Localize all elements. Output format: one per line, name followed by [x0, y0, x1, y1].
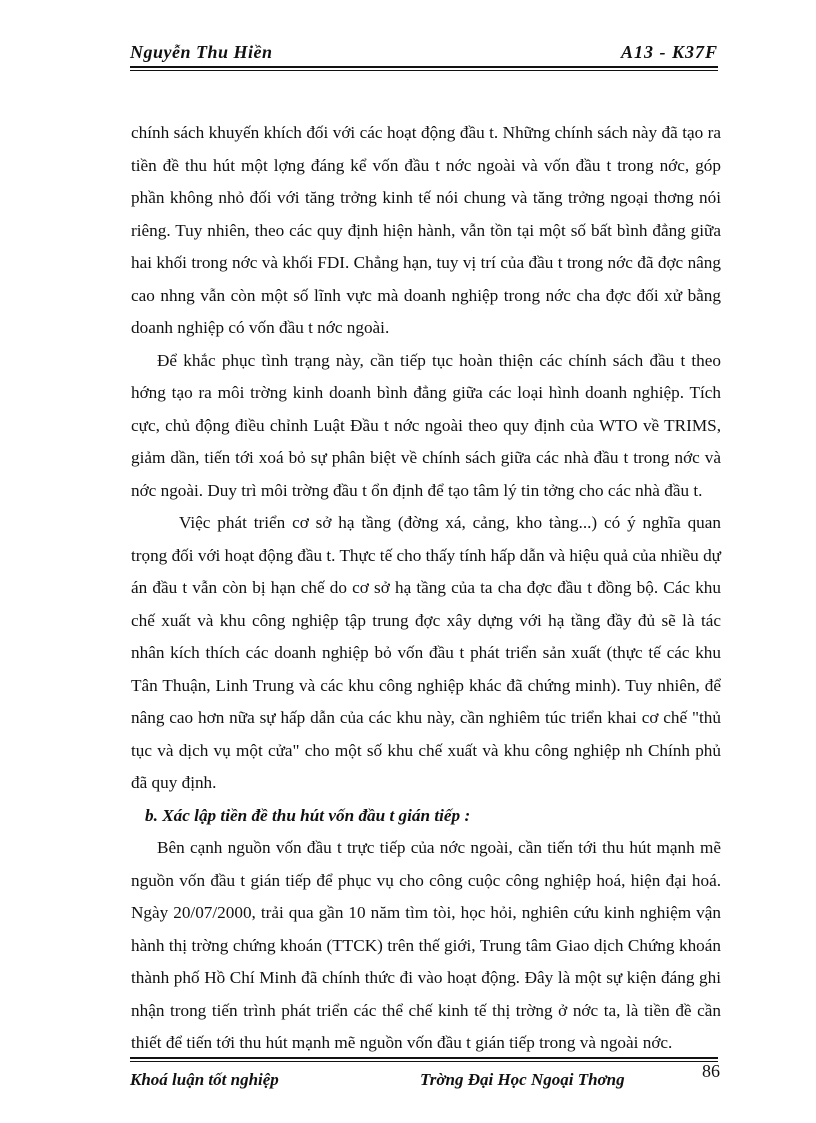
- footer-university: Trờng Đại Học Ngoại Thơng: [420, 1070, 625, 1089]
- page-header: [130, 40, 718, 70]
- footer-rule-thin: [130, 1061, 718, 1062]
- paragraph-infrastructure: Việc phát triển cơ sở hạ tầng (đờng xá, cảng, kho tàng...) có ý nghĩa quan trọng đối với hoạt động đầu t. Thực tế cho thấy tính hấp dẫn và hiệu quả của nhiều dự án đầu t vẫn còn bị hạn chế do cơ sở hạ tầng của ta cha đợc đầu t đồng bộ. Các khu chế xuất và khu công nghiệp tập trung đợc xây dựng với hạ tầng đầy đủ sẽ là tác nhân kích thích các doanh nghiệp bỏ vốn đầu t phát triển sản xuất (thực tế các khu Tân Thuận, Linh Trung và các khu công nghiệp khác đã chứng minh). Tuy nhiên, để nâng cao hơn nữa sự hấp dẫn của các khu này, cần nghiêm túc triển khai cơ chế "thủ tục và dịch vụ một cửa" cho một số khu chế xuất và khu công nghiệp nh Chính phủ đã quy định.: [131, 513, 721, 792]
- page-footer: [130, 1057, 720, 1097]
- section-heading: b. Xác lập tiền đề thu hút vốn đầu t gián tiếp :: [145, 805, 471, 825]
- document-body: [131, 117, 721, 1060]
- header-author: Nguyễn Thu Hiền: [130, 42, 273, 62]
- paragraph-fdi-policy: chính sách khuyến khích đối với các hoạt động đầu t. Những chính sách này đã tạo ra tiền đề thu hút một lợng đáng kể vốn đầu t nớc ngoài và vốn đầu t trong nớc, góp phần không nhỏ đối với tăng trởng kinh tế nói chung và tăng trởng ngoại thơng nói riêng. Tuy nhiên, theo các quy định hiện hành, vẫn tồn tại một số bất bình đẳng giữa hai khối trong nớc và khối FDI. Chẳng hạn, tuy vị trí của đầu t trong nớc đã đợc nâng cao nhng vẫn còn một số lĩnh vực mà doanh nghiệp trong nớc cha đợc đối xử bằng doanh nghiệp có vốn đầu t nớc ngoài.: [131, 123, 721, 337]
- footer-rule: [130, 1057, 718, 1059]
- header-rule-thin: [130, 70, 718, 71]
- paragraph-improve-investment-policy: Để khắc phục tình trạng này, cần tiếp tục hoàn thiện các chính sách đầu t theo hớng tạo ra môi trờng kinh doanh bình đẳng giữa các loại hình doanh nghiệp. Tích cực, chủ động điều chỉnh Luật Đầu t nớc ngoài theo quy định của WTO về TRIMS, giảm dần, tiến tới xoá bỏ sự phân biệt về chính sách giữa các nhà đầu t trong nớc và nớc ngoài. Duy trì môi trờng đầu t ổn định để tạo tâm lý tin tởng cho các nhà đầu t.: [131, 350, 721, 500]
- paragraph-indirect-investment: Bên cạnh nguồn vốn đầu t trực tiếp của nớc ngoài, cần tiến tới thu hút mạnh mẽ nguồn vốn đầu t gián tiếp để phục vụ cho công cuộc công nghiệp hoá, hiện đại hoá. Ngày 20/07/2000, trải qua gần 10 năm tìm tòi, học hỏi, nghiên cứu kinh nghiệm vận hành thị trờng chứng khoán (TTCK) trên thế giới, Trung tâm Giao dịch Chứng khoán thành phố Hồ Chí Minh đã chính thức đi vào hoạt động. Đây là một sự kiện đáng ghi nhận trong tiến trình phát triển các thể chế kinh tế thị trờng ở nớc ta, là tiền đề cần thiết để tiến tới thu hút mạnh mẽ nguồn vốn đầu t gián tiếp trong và ngoài nớc.: [131, 838, 721, 1052]
- page-number: 86: [702, 1061, 720, 1081]
- footer-thesis-label: Khoá luận tốt nghiệp: [130, 1070, 279, 1089]
- header-class: A13 - K37F: [620, 42, 718, 62]
- header-rule: [130, 66, 718, 68]
